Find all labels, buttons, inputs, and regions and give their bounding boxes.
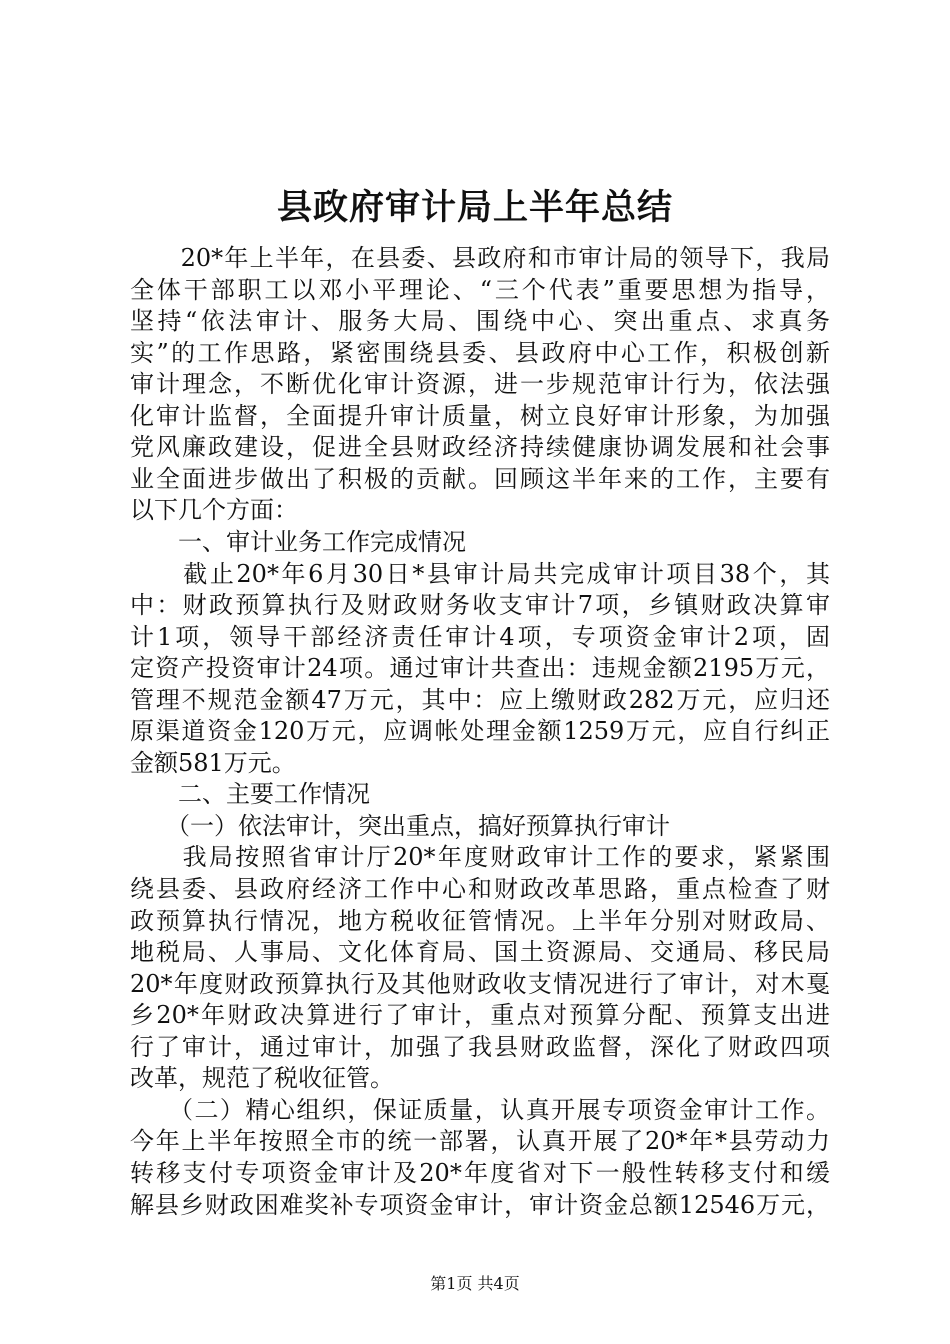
paragraph-line: 金额581万元。 bbox=[130, 749, 296, 777]
paragraph-line: 审计理念，不断优化审计资源，进一步规范审计行为，依法强 bbox=[130, 370, 830, 398]
paragraph-line: 业全面进步做出了积极的贡献。回顾这半年来的工作，主要有 bbox=[130, 465, 830, 493]
paragraph-line: （一）依法审计，突出重点，搞好预算执行审计 bbox=[130, 812, 670, 840]
paragraph-line: 乡20*年财政决算进行了审计，重点对预算分配、预算支出进 bbox=[130, 1001, 830, 1029]
paragraph-line: 定资产投资审计24项。通过审计共查出：违规金额2195万元， bbox=[130, 654, 830, 682]
paragraph-line: 绕县委、县政府经济工作中心和财政改革思路，重点检查了财 bbox=[130, 875, 830, 903]
paragraph-line: 管理不规范金额47万元，其中：应上缴财政282万元，应归还 bbox=[130, 686, 830, 714]
paragraph-line: 一、审计业务工作完成情况 bbox=[130, 528, 466, 556]
paragraph-line: 原渠道资金120万元，应调帐处理金额1259万元，应自行纠正 bbox=[130, 717, 830, 745]
paragraph-line: 截止20*年6月30日*县审计局共完成审计项目38个，其 bbox=[130, 560, 830, 588]
paragraph-line: 解县乡财政困难奖补专项资金审计，审计资金总额12546万元， bbox=[130, 1191, 830, 1219]
paragraph-line: 我局按照省审计厅20*年度财政审计工作的要求，紧紧围 bbox=[130, 843, 830, 871]
paragraph-line: 政预算执行情况，地方税收征管情况。上半年分别对财政局、 bbox=[130, 907, 830, 935]
paragraph-line: 20*年上半年，在县委、县政府和市审计局的领导下，我局 bbox=[130, 244, 830, 272]
paragraph-line: 地税局、人事局、文化体育局、国土资源局、交通局、移民局 bbox=[130, 938, 830, 966]
paragraph-line: 化审计监督，全面提升审计质量，树立良好审计形象，为加强 bbox=[130, 402, 830, 430]
paragraph-line: 党风廉政建设，促进全县财政经济持续健康协调发展和社会事 bbox=[130, 433, 830, 461]
paragraph-line: 实”的工作思路，紧密围绕县委、县政府中心工作，积极创新 bbox=[130, 339, 830, 367]
paragraph-line: 今年上半年按照全市的统一部署，认真开展了20*年*县劳动力 bbox=[130, 1127, 830, 1155]
paragraph-line: 以下几个方面： bbox=[130, 496, 298, 524]
paragraph-line: 20*年度财政预算执行及其他财政收支情况进行了审计，对木戛 bbox=[130, 970, 830, 998]
page-footer: 第1页 共4页 bbox=[430, 1274, 520, 1293]
paragraph-line: 行了审计，通过审计，加强了我县财政监督，深化了财政四项 bbox=[130, 1033, 830, 1061]
paragraph-line: （二）精心组织，保证质量，认真开展专项资金审计工作。 bbox=[130, 1096, 830, 1124]
paragraph-line: 转移支付专项资金审计及20*年度省对下一般性转移支付和缓 bbox=[130, 1159, 830, 1187]
document-title: 县政府审计局上半年总结 bbox=[276, 187, 673, 228]
paragraph-line: 坚持“依法审计、服务大局、围绕中心、突出重点、求真务 bbox=[130, 307, 830, 335]
paragraph-line: 全体干部职工以邓小平理论、“三个代表”重要思想为指导， bbox=[130, 276, 830, 304]
paragraph-line: 二、主要工作情况 bbox=[130, 780, 370, 808]
paragraph-line: 计1项，领导干部经济责任审计4项，专项资金审计2项，固 bbox=[130, 623, 830, 651]
paragraph-line: 改革，规范了税收征管。 bbox=[130, 1064, 394, 1092]
paragraph-line: 中：财政预算执行及财政财务收支审计7项，乡镇财政决算审 bbox=[130, 591, 830, 619]
